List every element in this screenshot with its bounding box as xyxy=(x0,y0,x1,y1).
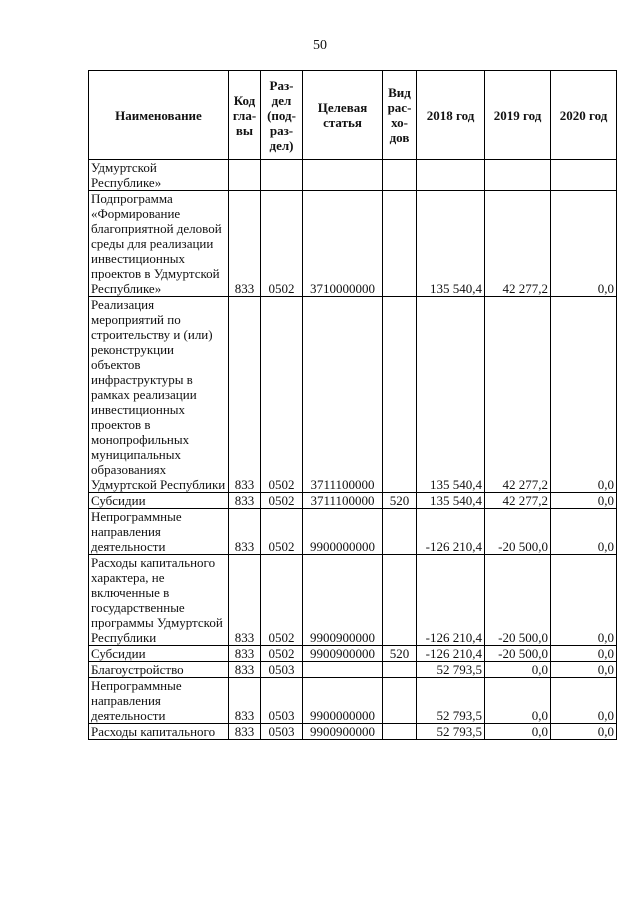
cell-2020 xyxy=(551,160,617,191)
table-header-row xyxy=(89,71,617,160)
table-body xyxy=(89,160,617,740)
cell-2018: 52 793,5 xyxy=(417,662,485,678)
cell-2019: -20 500,0 xyxy=(485,509,551,555)
cell-expense-type xyxy=(383,662,417,678)
cell-2019: -20 500,0 xyxy=(485,646,551,662)
cell-chapter-code: 833 xyxy=(229,191,261,297)
cell-name: Расходы капитального xyxy=(89,724,229,740)
cell-expense-type xyxy=(383,191,417,297)
cell-target-article: 9900900000 xyxy=(303,724,383,740)
cell-name: Удмуртской Республике» xyxy=(89,160,229,191)
cell-2020: 0,0 xyxy=(551,191,617,297)
cell-2018: 135 540,4 xyxy=(417,297,485,493)
cell-target-article: 9900900000 xyxy=(303,555,383,646)
table-row xyxy=(89,297,617,493)
cell-2018: -126 210,4 xyxy=(417,509,485,555)
table-row xyxy=(89,724,617,740)
cell-2020: 0,0 xyxy=(551,509,617,555)
cell-chapter-code: 833 xyxy=(229,662,261,678)
cell-2020: 0,0 xyxy=(551,493,617,509)
header-2019: 2019 год xyxy=(485,71,551,160)
cell-target-article: 9900000000 xyxy=(303,509,383,555)
cell-chapter-code: 833 xyxy=(229,724,261,740)
header-2020: 2020 год xyxy=(551,71,617,160)
cell-name: Субсидии xyxy=(89,493,229,509)
cell-section: 0502 xyxy=(261,509,303,555)
budget-table xyxy=(88,70,617,740)
cell-expense-type xyxy=(383,297,417,493)
cell-expense-type xyxy=(383,678,417,724)
cell-2019: 0,0 xyxy=(485,724,551,740)
table-row xyxy=(89,160,617,191)
table-row xyxy=(89,191,617,297)
header-section: Раз- дел (под- раз- дел) xyxy=(261,71,303,160)
table-row xyxy=(89,646,617,662)
cell-name: Благоустройство xyxy=(89,662,229,678)
cell-2019: 0,0 xyxy=(485,662,551,678)
cell-2019 xyxy=(485,160,551,191)
cell-name: Расходы капитального характера, не включенные в государственные программы Удмуртской Республики xyxy=(89,555,229,646)
cell-target-article xyxy=(303,160,383,191)
cell-section: 0502 xyxy=(261,555,303,646)
cell-2018: 135 540,4 xyxy=(417,493,485,509)
cell-target-article: 3710000000 xyxy=(303,191,383,297)
cell-2018: -126 210,4 xyxy=(417,555,485,646)
cell-expense-type xyxy=(383,509,417,555)
cell-chapter-code: 833 xyxy=(229,509,261,555)
cell-name: Подпрограмма «Формирование благоприятной деловой среды для реализации инвестиционных проектов в Удмуртской Республике» xyxy=(89,191,229,297)
cell-section: 0503 xyxy=(261,662,303,678)
table-row xyxy=(89,555,617,646)
cell-target-article: 9900900000 xyxy=(303,646,383,662)
cell-2018: 135 540,4 xyxy=(417,191,485,297)
cell-2019: 42 277,2 xyxy=(485,297,551,493)
table-row xyxy=(89,678,617,724)
cell-section: 0502 xyxy=(261,493,303,509)
cell-2018: 52 793,5 xyxy=(417,678,485,724)
table-row xyxy=(89,662,617,678)
cell-chapter-code xyxy=(229,160,261,191)
cell-name: Непрограммные направления деятельности xyxy=(89,678,229,724)
cell-expense-type xyxy=(383,724,417,740)
cell-target-article xyxy=(303,662,383,678)
header-2018: 2018 год xyxy=(417,71,485,160)
cell-2019: 0,0 xyxy=(485,678,551,724)
cell-expense-type: 520 xyxy=(383,646,417,662)
cell-section: 0502 xyxy=(261,297,303,493)
cell-section: 0503 xyxy=(261,724,303,740)
cell-chapter-code: 833 xyxy=(229,678,261,724)
header-target-article: Целевая статья xyxy=(303,71,383,160)
cell-2018 xyxy=(417,160,485,191)
cell-2019: 42 277,2 xyxy=(485,493,551,509)
cell-section: 0503 xyxy=(261,678,303,724)
cell-target-article: 9900000000 xyxy=(303,678,383,724)
cell-target-article: 3711100000 xyxy=(303,297,383,493)
cell-chapter-code: 833 xyxy=(229,493,261,509)
page-number: 50 xyxy=(313,38,327,53)
cell-section: 0502 xyxy=(261,191,303,297)
header-expense-type: Вид рас- хо- дов xyxy=(383,71,417,160)
cell-name: Субсидии xyxy=(89,646,229,662)
header-chapter-code: Код гла- вы xyxy=(229,71,261,160)
cell-2020: 0,0 xyxy=(551,724,617,740)
cell-expense-type xyxy=(383,555,417,646)
cell-chapter-code: 833 xyxy=(229,555,261,646)
cell-2020: 0,0 xyxy=(551,297,617,493)
cell-2018: -126 210,4 xyxy=(417,646,485,662)
cell-name: Непрограммные направления деятельности xyxy=(89,509,229,555)
cell-chapter-code: 833 xyxy=(229,646,261,662)
cell-2019: -20 500,0 xyxy=(485,555,551,646)
cell-expense-type: 520 xyxy=(383,493,417,509)
table-row xyxy=(89,493,617,509)
cell-expense-type xyxy=(383,160,417,191)
cell-2019: 42 277,2 xyxy=(485,191,551,297)
table-row xyxy=(89,509,617,555)
cell-section: 0502 xyxy=(261,646,303,662)
cell-2020: 0,0 xyxy=(551,646,617,662)
cell-2020: 0,0 xyxy=(551,555,617,646)
cell-section xyxy=(261,160,303,191)
cell-2018: 52 793,5 xyxy=(417,724,485,740)
cell-2020: 0,0 xyxy=(551,662,617,678)
cell-2020: 0,0 xyxy=(551,678,617,724)
header-name: Наименование xyxy=(89,71,229,160)
cell-chapter-code: 833 xyxy=(229,297,261,493)
cell-target-article: 3711100000 xyxy=(303,493,383,509)
cell-name: Реализация мероприятий по строительству и (или) реконструкции объектов инфраструктуры в рамках реализации инвестиционных проектов в монопрофильных муниципальных образованиях Удмуртской Республики xyxy=(89,297,229,493)
